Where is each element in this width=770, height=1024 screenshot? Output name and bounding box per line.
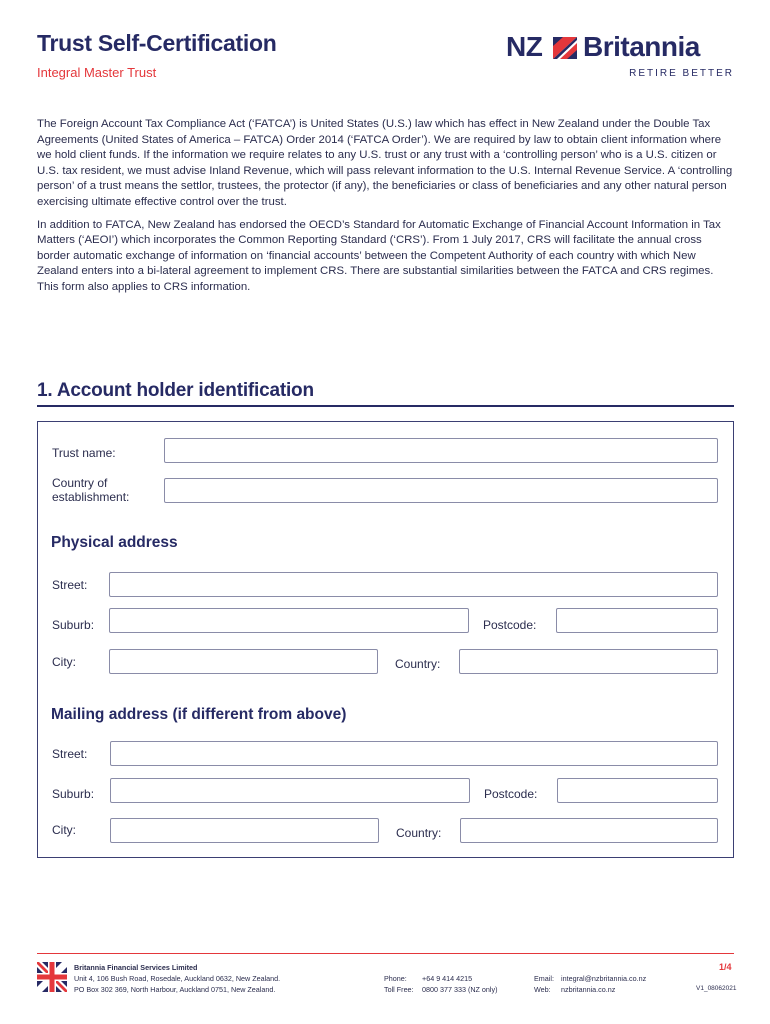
mailing-postcode-label: Postcode: bbox=[484, 787, 538, 801]
logo-brand-text: Britannia bbox=[583, 31, 700, 62]
footer-divider bbox=[37, 953, 734, 954]
footer-email-label: Email: bbox=[534, 974, 554, 983]
footer-phone-label: Phone: bbox=[384, 974, 407, 983]
intro-paragraph-crs: In addition to FATCA, New Zealand has endorsed the OECD’s Standard for Automatic Exchange of Financial Account Information in Tax Matters (‘AEOI’) which incorporates the Common Reporting Standard (‘CRS’). From 1 July 2017, CRS will facilitate the annual cross border automatic exchange of information on ‘financial accounts’ between the Competent Authority of each country with which New Zealand enters into a bi-lateral agreement to implement CRS. There are substantial similarities between the FATCA and CRS regimes. This form also applies to CRS information. bbox=[37, 218, 721, 293]
union-jack-icon bbox=[553, 37, 577, 59]
logo-tagline: RETIRE BETTER bbox=[629, 68, 734, 79]
mailing-country-input[interactable] bbox=[460, 818, 718, 843]
mailing-suburb-label: Suburb: bbox=[52, 787, 95, 801]
physical-suburb-label: Suburb: bbox=[52, 618, 95, 632]
physical-country-input[interactable] bbox=[459, 649, 718, 674]
page-title: Trust Self-Certification bbox=[37, 30, 277, 56]
mailing-street-label: Street: bbox=[52, 747, 88, 761]
mailing-city-input[interactable] bbox=[110, 818, 379, 843]
section-title-account-holder: 1. Account holder identification bbox=[37, 380, 314, 401]
footer-address-po-box: PO Box 302 369, North Harbour, Auckland 0751, New Zealand. bbox=[74, 985, 276, 994]
footer-company: Britannia Financial Services Limited bbox=[74, 963, 198, 972]
country-establishment-label bbox=[52, 476, 129, 504]
page-number: 1/4 bbox=[719, 962, 732, 972]
country-establishment-label-line1: Country of bbox=[52, 476, 108, 490]
physical-city-label: City: bbox=[52, 655, 76, 669]
mailing-country-label: Country: bbox=[396, 826, 442, 840]
mailing-city-label: City: bbox=[52, 823, 76, 837]
footer-email-link[interactable]: integral@nzbritannia.co.nz bbox=[561, 974, 647, 983]
intro-text bbox=[37, 117, 737, 303]
physical-city-input[interactable] bbox=[109, 649, 378, 674]
trust-name-input[interactable] bbox=[164, 438, 718, 463]
nz-britannia-logo bbox=[506, 31, 734, 81]
footer-web-label: Web: bbox=[534, 985, 551, 994]
physical-address-heading: Physical address bbox=[51, 534, 178, 551]
physical-postcode-label: Postcode: bbox=[483, 618, 537, 632]
intro-paragraph-fatca: The Foreign Account Tax Compliance Act (‘FATCA’) is United States (U.S.) law which has effect in New Zealand under the Double Tax Agreements (United States of America – FATCA) Order 2014 (‘FATCA Order’). We are required by law to obtain client information where we hold client funds. If the information we require relates to any U.S. trust or any trust with a ‘controlling person’ who is a U.S. citizen or U.S. tax resident, we must advise Inland Revenue, which will pass relevant information to the U.S. Internal Revenue Service. A ‘controlling person’ of a trust means the settlor, trustees, the protector (if any), the beneficiaries or class of beneficiaries and any other natural person exercising ultimate effective control over the trust. bbox=[37, 118, 733, 208]
trust-name-label: Trust name: bbox=[52, 446, 116, 460]
country-establishment-label-line2: establishment: bbox=[52, 490, 130, 504]
footer-address-street: Unit 4, 106 Bush Road, Rosedale, Auckland 0632, New Zealand. bbox=[74, 974, 281, 983]
physical-street-input[interactable] bbox=[109, 572, 718, 597]
mailing-address-heading: Mailing address (if different from above) bbox=[51, 706, 347, 723]
physical-street-label: Street: bbox=[52, 578, 88, 592]
footer-web-link[interactable]: nzbritannia.co.nz bbox=[561, 985, 616, 994]
physical-suburb-input[interactable] bbox=[109, 608, 469, 633]
document-version: V1_08062021 bbox=[696, 985, 737, 992]
footer-tollfree-value: 0800 377 333 (NZ only) bbox=[422, 985, 498, 994]
section-divider bbox=[37, 405, 734, 407]
page-subtitle: Integral Master Trust bbox=[37, 65, 157, 80]
footer-tollfree-label: Toll Free: bbox=[384, 985, 414, 994]
country-establishment-input[interactable] bbox=[164, 478, 718, 503]
physical-postcode-input[interactable] bbox=[556, 608, 718, 633]
footer-phone-value: +64 9 414 4215 bbox=[422, 974, 473, 983]
union-jack-icon bbox=[37, 962, 67, 992]
physical-country-label: Country: bbox=[395, 657, 441, 671]
mailing-suburb-input[interactable] bbox=[110, 778, 470, 803]
logo-nz-text: NZ bbox=[506, 31, 543, 62]
mailing-street-input[interactable] bbox=[110, 741, 718, 766]
mailing-postcode-input[interactable] bbox=[557, 778, 718, 803]
